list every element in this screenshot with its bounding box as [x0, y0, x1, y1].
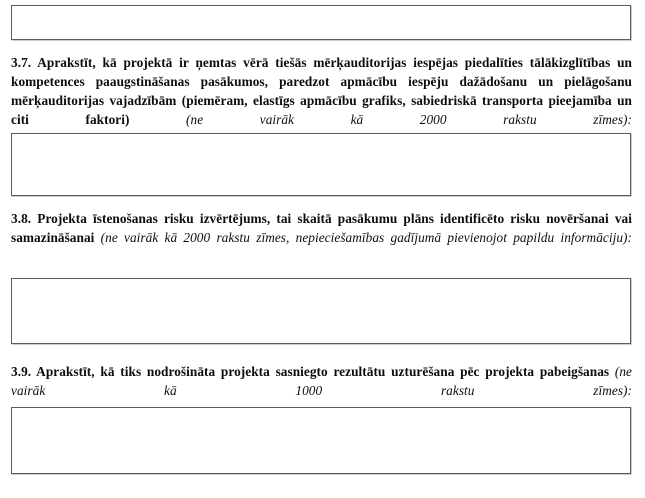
question-3-8: [11, 209, 632, 266]
question-3-7-number: 3.7.: [11, 55, 32, 70]
answer-box-3-7[interactable]: [11, 133, 631, 196]
question-3-9-number: 3.9.: [11, 364, 32, 379]
question-3-8-prompt: Projekta īstenošanas risku izvērtējums, tai skaitā pasākumu plāns identificēto risku novēršanai vai samazināšanai: [11, 211, 632, 245]
question-3-9-prompt: Aprakstīt, kā tiks nodrošināta projekta sasniegto rezultātu uzturēšana pēc projekta pabeigšanas: [36, 364, 610, 379]
question-3-7-note: (ne vairāk kā 2000 rakstu zīmes):: [186, 112, 633, 127]
answer-box-3-9[interactable]: [11, 407, 631, 474]
question-3-8-note: (ne vairāk kā 2000 rakstu zīmes, nepieciešamības gadījumā pievienojot papildu informāciju):: [100, 230, 633, 245]
question-3-8-number: 3.8.: [11, 211, 32, 226]
previous-question-answer-box[interactable]: [11, 5, 631, 40]
question-3-9-note: (ne vairāk kā 1000 rakstu zīmes):: [11, 364, 632, 398]
question-3-7-prompt: Aprakstīt, kā projektā ir ņemtas vērā tiešās mērķauditorijas iespējas piedalīties tālākizglītības un kompetences paaugstināšanas pasākumos, paredzot apmācību iespēju dažādošanu un pielāgošanu mērķauditorijas vajadzībām (piemēram, elastīgs apmācību grafiks, sabiedriskā transporta pieejamība un citi faktori): [11, 55, 633, 127]
answer-box-3-8[interactable]: [11, 278, 631, 344]
